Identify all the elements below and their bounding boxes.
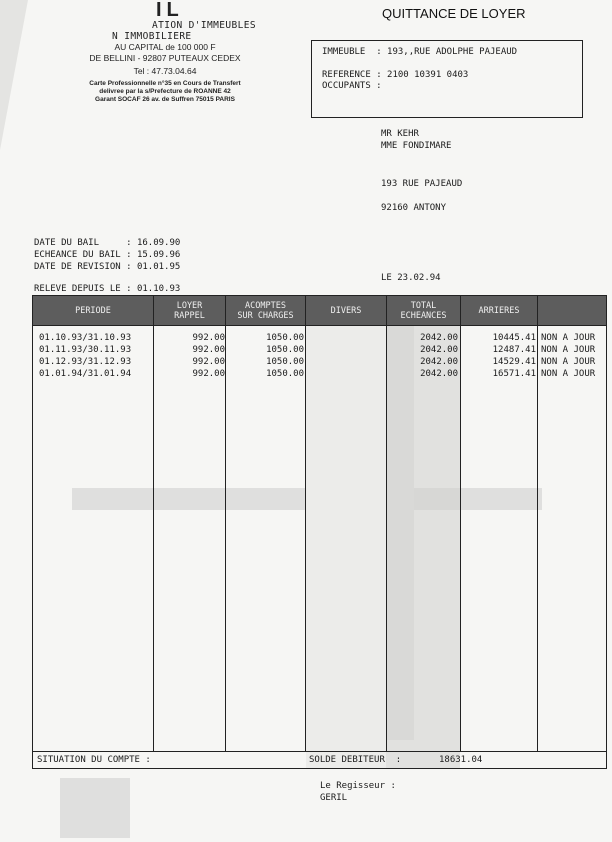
- table-header: [33, 296, 606, 326]
- reference-label: REFERENCE: [322, 70, 371, 80]
- header-loyer-line1: LOYER: [176, 300, 203, 311]
- releve-value: 01.10.93: [136, 284, 181, 294]
- header-divers: [306, 296, 386, 325]
- date-bail-sep: :: [99, 238, 137, 248]
- row4-status: NON A JOUR: [541, 369, 596, 379]
- row2-arrieres: 12487.41: [492, 345, 536, 355]
- row3-loyer: 992.00: [192, 357, 225, 367]
- row2-periode: 01.11.93/30.11.93: [39, 345, 132, 355]
- immeuble-value: 193,,RUE ADOLPHE PAJEAUD: [387, 47, 518, 57]
- row4-total: 2042.00: [420, 369, 458, 379]
- statement-date: LE 23.02.94: [381, 273, 441, 283]
- folded-corner: [0, 0, 28, 150]
- immeuble-label: IMMEUBLE: [322, 47, 366, 57]
- reference-value: 2100 10391 0403: [387, 70, 469, 80]
- situation-label: SITUATION DU COMPTE :: [37, 755, 151, 765]
- row4-acomptes: 1050.00: [266, 369, 304, 379]
- date-bail-row: [34, 238, 180, 248]
- row1-periode: 01.10.93/31.10.93: [39, 333, 132, 343]
- column-divider: [537, 296, 538, 751]
- signature-label: Le Regisseur :: [320, 781, 396, 791]
- company-activity: ATION D'IMMEUBLES: [151, 20, 256, 31]
- echeance-value: 15.09.96: [136, 250, 181, 260]
- company-phone: Tel : 47.73.04.64: [133, 66, 197, 76]
- row4-arrieres: 16571.41: [492, 369, 536, 379]
- row1-status: NON A JOUR: [541, 333, 596, 343]
- recipient-city: 92160 ANTONY: [381, 203, 447, 213]
- row3-status: NON A JOUR: [541, 357, 596, 367]
- row4-periode: 01.01.94/31.01.94: [39, 369, 132, 379]
- header-arrieres-label: ARRIERES: [478, 305, 520, 316]
- row2-total: 2042.00: [420, 345, 458, 355]
- document-title: QUITTANCE DE LOYER: [382, 6, 526, 21]
- header-total-line1: TOTAL: [410, 300, 437, 311]
- header-divers-label: DIVERS: [330, 305, 362, 316]
- header-acomptes-line2: SUR CHARGES: [237, 310, 294, 321]
- row1-arrieres: 10445.41: [492, 333, 536, 343]
- signature-name: GERIL: [320, 793, 348, 803]
- table-footer-divider: [33, 751, 606, 752]
- row1-loyer: 992.00: [192, 333, 225, 343]
- revision-label: DATE DE REVISION: [34, 262, 121, 272]
- echeance-label: ECHEANCE DU BAIL: [34, 250, 121, 260]
- date-bail-value: 16.09.90: [136, 238, 181, 248]
- row2-loyer: 992.00: [192, 345, 225, 355]
- row3-total: 2042.00: [420, 357, 458, 367]
- row3-periode: 01.12.93/31.12.93: [39, 357, 132, 367]
- company-logo: IL: [156, 0, 184, 21]
- company-license: Carte Professionnelle n°35 en Cours de Transfert: [89, 80, 241, 87]
- revision-row: [34, 262, 180, 272]
- header-acomptes: [226, 296, 305, 325]
- header-arrieres: [461, 296, 537, 325]
- divers-column-shade: [306, 296, 386, 768]
- releve-row: [34, 284, 180, 294]
- releve-sep: :: [120, 284, 137, 294]
- company-guarantor: Garant SOCAF 26 av. de Suffren 75015 PARIS: [95, 96, 235, 103]
- immeuble-row: [322, 47, 517, 57]
- releve-label: RELEVE DEPUIS LE: [34, 284, 121, 294]
- row2-status: NON A JOUR: [541, 345, 596, 355]
- statement-table: [32, 295, 607, 769]
- revision-sep: :: [120, 262, 137, 272]
- echeance-sep: :: [120, 250, 137, 260]
- header-acomptes-line1: ACOMPTES: [245, 300, 286, 311]
- revision-value: 01.01.95: [136, 262, 181, 272]
- recipient-line-2: MME FONDIMARE: [381, 141, 452, 151]
- occupants-label: OCCUPANTS :: [322, 81, 382, 91]
- row2-acomptes: 1050.00: [266, 345, 304, 355]
- recipient-line-1: MR KEHR: [381, 129, 419, 139]
- recipient-street: 193 RUE PAJEAUD: [381, 179, 463, 189]
- date-bail-label: DATE DU BAIL: [34, 238, 100, 248]
- solde-value: 18631.04: [439, 755, 483, 765]
- row3-acomptes: 1050.00: [266, 357, 304, 367]
- reference-sep: :: [370, 70, 388, 80]
- company-license-issuer: delivree par la s/Prefecture de ROANNE 42: [99, 88, 231, 95]
- row1-total: 2042.00: [420, 333, 458, 343]
- header-periode-label: PERIODE: [75, 305, 111, 316]
- show-through-box-band: [60, 778, 130, 838]
- header-total: [387, 296, 460, 325]
- solde-label: SOLDE DEBITEUR :: [309, 755, 402, 765]
- echeance-row: [34, 250, 180, 260]
- column-divider: [305, 296, 306, 751]
- company-capital: AU CAPITAL de 100 000 F: [114, 42, 216, 52]
- row4-loyer: 992.00: [192, 369, 225, 379]
- property-box: [311, 40, 583, 118]
- row3-arrieres: 14529.41: [492, 357, 536, 367]
- header-periode: [33, 296, 153, 325]
- company-address: DE BELLINI - 92807 PUTEAUX CEDEX: [89, 53, 241, 63]
- row1-acomptes: 1050.00: [266, 333, 304, 343]
- header-loyer: [154, 296, 225, 325]
- company-activity-2: N IMMOBILIERE: [112, 31, 192, 42]
- company-header: [60, 0, 270, 104]
- immeuble-sep: :: [365, 47, 388, 57]
- header-total-line2: ECHEANCES: [400, 310, 447, 321]
- header-loyer-line2: RAPPEL: [174, 310, 205, 321]
- reference-row: [322, 70, 468, 80]
